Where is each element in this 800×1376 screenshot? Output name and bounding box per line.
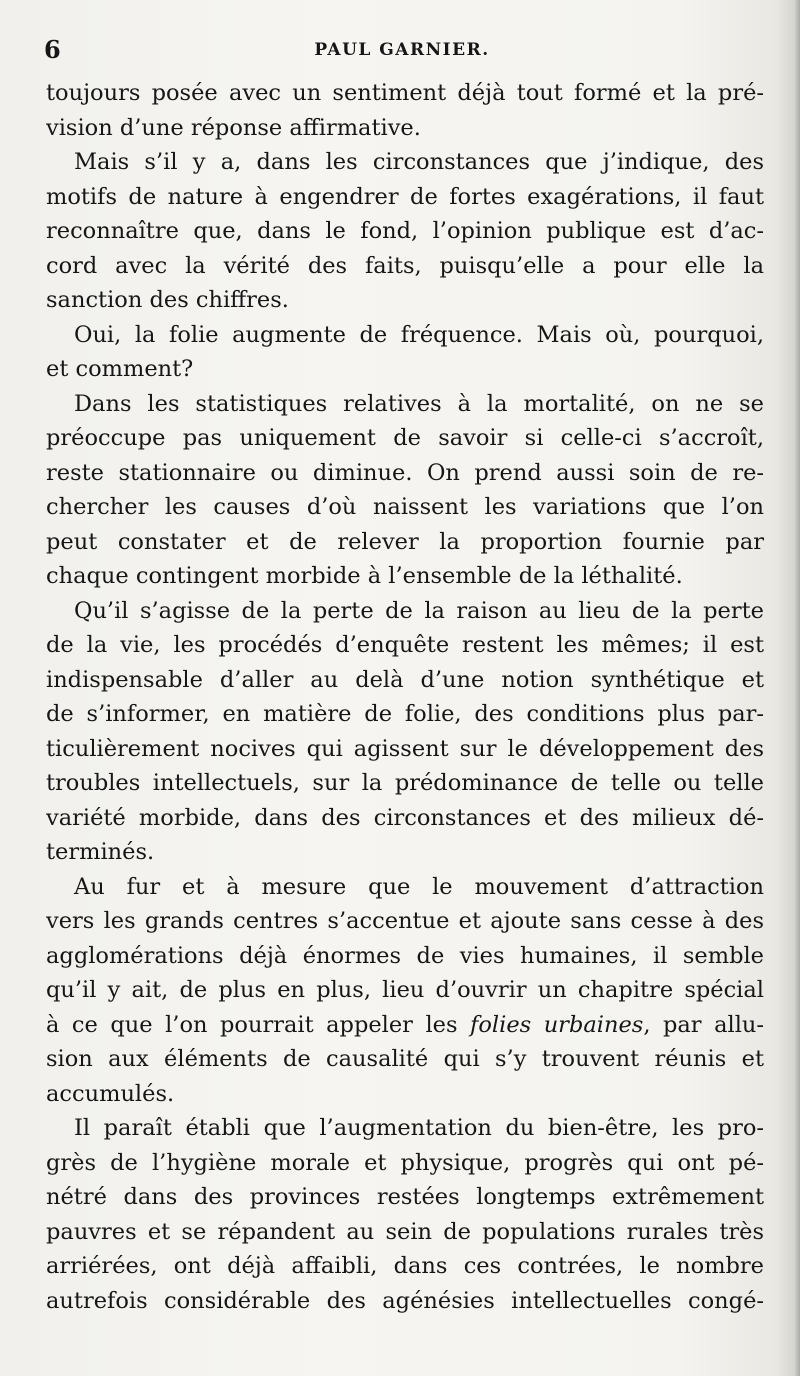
text-line: cord avec la vérité des faits, puisqu’elle a pour elle la bbox=[46, 252, 764, 279]
text-line: qu’il y ait, de plus en plus, lieu d’ouvrir un chapitre spécial bbox=[46, 977, 764, 1003]
text-line: peut constater et de relever la proportion fournie par bbox=[46, 528, 764, 555]
text-line: troubles intellectuels, sur la prédominance de telle ou telle bbox=[46, 770, 764, 796]
text-line: motifs de nature à engendrer de fortes exagérations, il faut bbox=[46, 183, 764, 210]
text-line: chercher les causes d’où naissent les variations que l’on bbox=[46, 494, 764, 520]
text-line: pauvres et se répandent au sein de populations rurales très bbox=[46, 1218, 764, 1245]
text-run: à ce que l’on pourrait appeler les bbox=[46, 1011, 471, 1038]
text-line: chaque contingent morbide à l’ensemble de la léthalité. bbox=[46, 563, 683, 589]
text-line: Oui, la folie augmente de fréquence. Mais où, pourquoi, bbox=[74, 321, 764, 348]
text-run: , par allu- bbox=[643, 1011, 764, 1038]
text-line: toujours posée avec un sentiment déjà tout formé et la pré- bbox=[46, 80, 764, 106]
body-text bbox=[46, 76, 764, 1318]
text-line: et comment? bbox=[46, 356, 194, 382]
text-line: sanction des chiffres. bbox=[46, 287, 289, 313]
text-line-with-italic bbox=[46, 1008, 764, 1043]
text-line: de la vie, les procédés d’enquête restent les mêmes; il est bbox=[46, 632, 764, 658]
page-edge-shadow bbox=[794, 0, 800, 1376]
text-line: préoccupe pas uniquement de savoir si celle-ci s’accroît, bbox=[46, 425, 764, 451]
text-line: ticulièrement nocives qui agissent sur le développement des bbox=[46, 735, 764, 762]
text-line: accumulés. bbox=[46, 1080, 175, 1107]
text-line: arriérées, ont déjà affaibli, dans ces contrées, le nombre bbox=[46, 1253, 764, 1279]
text-line: variété morbide, dans des circonstances et des milieux dé- bbox=[46, 804, 764, 831]
page-header bbox=[44, 34, 760, 66]
text-line: vers les grands centres s’accentue et ajoute sans cesse à des bbox=[46, 908, 764, 934]
text-line: Qu’il s’agisse de la perte de la raison au lieu de la perte bbox=[74, 597, 764, 624]
text-line: Au fur et à mesure que le mouvement d’attraction bbox=[74, 873, 764, 900]
text-line: agglomérations déjà énormes de vies humaines, il semble bbox=[46, 942, 764, 969]
text-line: reste stationnaire ou diminue. On prend aussi soin de re- bbox=[46, 459, 764, 486]
text-line: sion aux éléments de causalité qui s’y trouvent réunis et bbox=[46, 1046, 764, 1072]
running-head: PAUL GARNIER. bbox=[314, 40, 490, 60]
text-line: terminés. bbox=[46, 839, 155, 865]
text-line: reconnaître que, dans le fond, l’opinion publique est d’ac- bbox=[46, 218, 764, 244]
text-line: Il paraît établi que l’augmentation du bien-être, les pro- bbox=[74, 1115, 764, 1141]
text-line: indispensable d’aller au delà d’une notion synthétique et bbox=[46, 666, 764, 693]
text-line: de s’informer, en matière de folie, des conditions plus par- bbox=[46, 701, 764, 727]
page-number: 6 bbox=[44, 35, 61, 64]
text-line: Mais s’il y a, dans les circonstances que j’indique, des bbox=[74, 149, 764, 175]
text-line: grès de l’hygiène morale et physique, progrès qui ont pé- bbox=[46, 1149, 764, 1176]
text-line: Dans les statistiques relatives à la mortalité, on ne se bbox=[74, 390, 764, 417]
italic-term: folies urbaines bbox=[470, 1011, 644, 1038]
text-line: autrefois considérable des agénésies intellectuelles congé- bbox=[46, 1287, 764, 1314]
text-line: vision d’une réponse affirmative. bbox=[46, 114, 421, 141]
text-line: nétré dans des provinces restées longtemps extrêmement bbox=[46, 1184, 764, 1210]
